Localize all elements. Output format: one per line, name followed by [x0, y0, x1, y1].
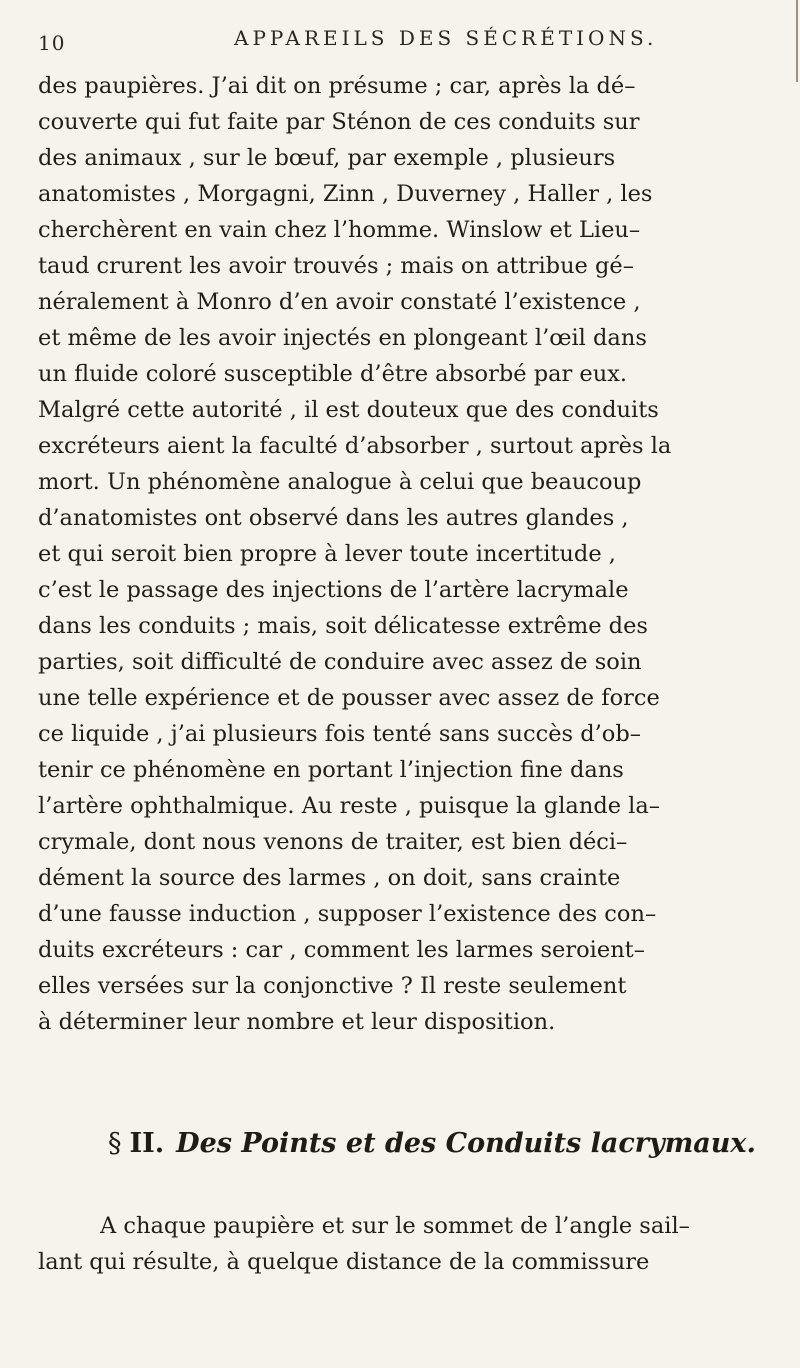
text-line: duits excréteurs : car , comment les larmes seroient– — [38, 937, 645, 963]
text-line: excréteurs aient la faculté d’absorber , surtout après la — [38, 433, 672, 459]
main-paragraph — [38, 68, 766, 1040]
section-mark: § — [108, 1128, 122, 1159]
text-line: d’anatomistes ont observé dans les autres glandes , — [38, 505, 629, 531]
text-line: parties, soit difficulté de conduire avec assez de soin — [38, 649, 642, 675]
page-header — [38, 26, 754, 60]
running-title: APPAREILS DES SÉCRÉTIONS. — [234, 26, 658, 50]
text-line: l’artère ophthalmique. Au reste , puisque la glande la– — [38, 793, 661, 819]
section-title: Des Points et des Conduits lacrymaux. — [176, 1128, 756, 1159]
text-line: mort. Un phénomène analogue à celui que beaucoup — [38, 469, 642, 495]
text-line: c’est le passage des injections de l’artère lacrymale — [38, 577, 629, 603]
text-line: elles versées sur la conjonctive ? Il reste seulement — [38, 973, 627, 999]
text-line: des animaux , sur le bœuf, par exemple , plusieurs — [38, 145, 616, 171]
text-line: dément la source des larmes , on doit, sans crainte — [38, 865, 621, 891]
section-heading — [108, 1126, 768, 1162]
text-line: couverte qui fut faite par Sténon de ces conduits sur — [38, 109, 640, 135]
text-line: tenir ce phénomène en portant l’injection fine dans — [38, 757, 624, 783]
text-line: et qui seroit bien propre à lever toute incertitude , — [38, 541, 616, 567]
text-line: à déterminer leur nombre et leur disposition. — [38, 1009, 556, 1035]
text-line: d’une fausse induction , supposer l’existence des con– — [38, 901, 657, 927]
text-line: dans les conduits ; mais, soit délicatesse extrême des — [38, 613, 648, 639]
text-line: A chaque paupière et sur le sommet de l’angle sail– — [100, 1213, 690, 1239]
text-line: lant qui résulte, à quelque distance de la commissure — [38, 1249, 650, 1275]
page-number: 10 — [38, 31, 66, 55]
text-line: taud crurent les avoir trouvés ; mais on attribue gé– — [38, 253, 634, 279]
text-line: anatomistes , Morgagni, Zinn , Duverney , Haller , les — [38, 181, 653, 207]
text-line: ce liquide , j’ai plusieurs fois tenté sans succès d’ob– — [38, 721, 641, 747]
text-line: Malgré cette autorité , il est douteux que des conduits — [38, 397, 659, 423]
second-paragraph — [38, 1208, 766, 1280]
text-line: cherchèrent en vain chez l’homme. Winslow et Lieu– — [38, 217, 641, 243]
text-line: néralement à Monro d’en avoir constaté l’existence , — [38, 289, 641, 315]
page-edge-rule — [796, 0, 798, 82]
text-line: crymale, dont nous venons de traiter, est bien déci– — [38, 829, 628, 855]
text-line: des paupières. J’ai dit on présume ; car, après la dé– — [38, 73, 636, 99]
text-line: un fluide coloré susceptible d’être absorbé par eux. — [38, 361, 628, 387]
text-line: et même de les avoir injectés en plongeant l’œil dans — [38, 325, 647, 351]
text-line: une telle expérience et de pousser avec assez de force — [38, 685, 660, 711]
section-number: II. — [129, 1128, 165, 1159]
